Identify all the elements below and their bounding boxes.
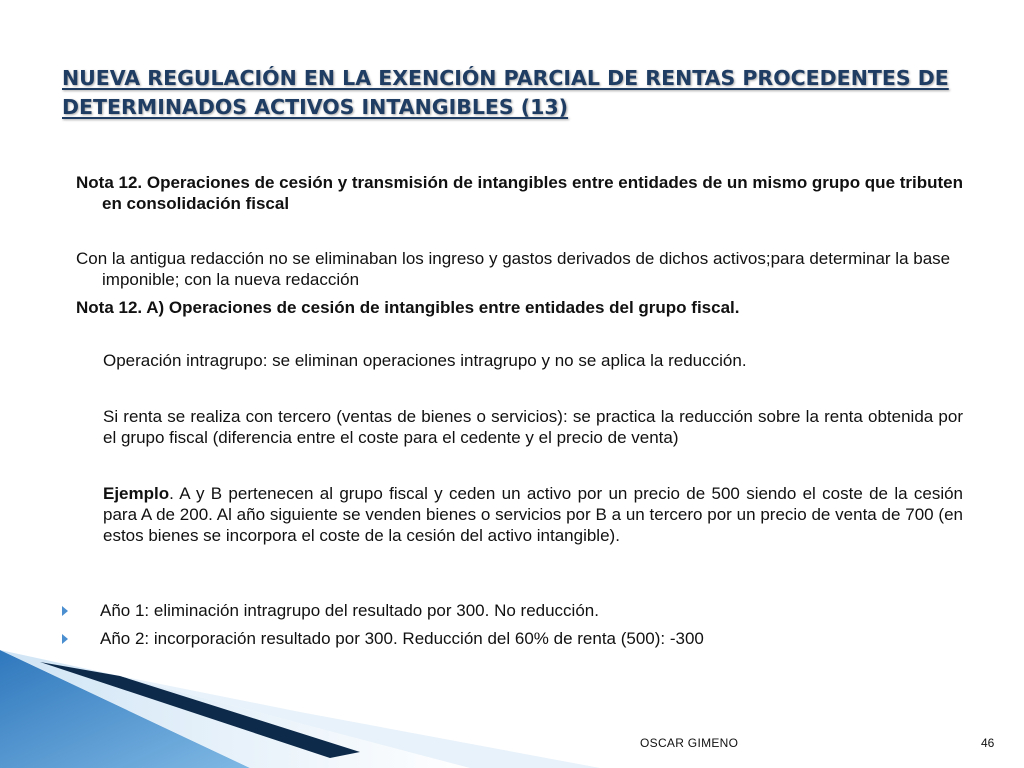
bullet-text: Año 1: eliminación intragrupo del resultado por 300. No reducción. [100, 601, 599, 620]
ejemplo-paragraph [103, 483, 963, 546]
ejemplo-text: . A y B pertenecen al grupo fiscal y ceden un activo por un precio de 500 siendo el coste de la cesión para A de 200. Al año siguiente se venden bienes o servicios por B a un tercero por un precio de venta de 700 (en estos bienes se incorpora el coste de la cesión del activo intangible). [103, 484, 963, 545]
nota12a-heading: Nota 12. A) Operaciones de cesión de intangibles entre entidades del grupo fiscal. [76, 298, 740, 317]
triangle-right-icon [62, 628, 100, 649]
renta-tercero-text: Si renta se realiza con tercero (ventas de bienes o servicios): se practica la reducción sobre la renta obtenida por el grupo fiscal (diferencia entre el coste para el cedente y el precio de venta) [103, 407, 963, 447]
page-number: 46 [981, 736, 995, 750]
bullet-text: Año 2: incorporación resultado por 300. Reducción del 60% de renta (500): -300 [100, 629, 704, 648]
triangle-right-icon [62, 600, 100, 621]
ejemplo-label: Ejemplo [103, 484, 170, 503]
antigua-redaccion-text: Con la antigua redacción no se eliminaban los ingreso y gastos derivados de dichos activos;para determinar la base imponible; con la nueva redacción [76, 249, 951, 289]
footer-author: OSCAR GIMENO [640, 736, 739, 750]
nota12-heading: Nota 12. Operaciones de cesión y transmisión de intangibles entre entidades de un mismo grupo que tributen en consolidación fiscal [76, 173, 964, 213]
slide-title: NUEVA REGULACIÓN EN LA EXENCIÓN PARCIAL DE RENTAS PROCEDENTES DE DETERMINADOS ACTIVOS INTANGIBLES (13) [62, 66, 949, 119]
bullet-item-ano1 [62, 600, 962, 621]
bullet-item-ano2 [62, 628, 962, 649]
operacion-intragrupo-text: Operación intragrupo: se eliminan operaciones intragrupo y no se aplica la reducción. [103, 351, 747, 370]
